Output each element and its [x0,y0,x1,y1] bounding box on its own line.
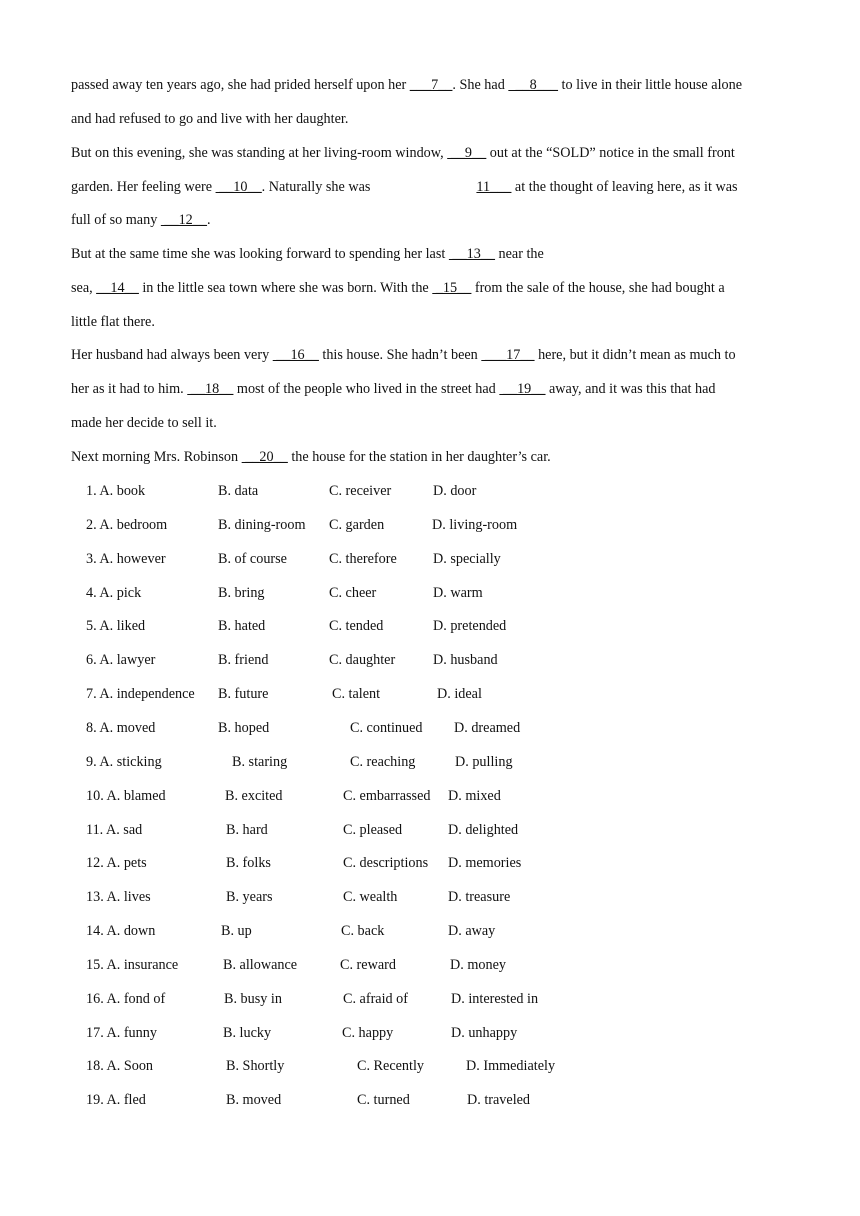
blank-15: _15__ [432,280,472,296]
option-c: C. continued [350,719,423,736]
option-d: D. pretended [433,618,507,635]
passage-text: passed away ten years ago, she had prided herself upon her [71,77,410,93]
blank-11: 11___ [476,179,512,195]
option-a: 16. A. fond of [86,990,166,1007]
option-d: D. treasure [448,889,511,906]
option-d: D. door [433,483,477,499]
option-a: 14. A. down [86,923,156,940]
option-c: C. turned [357,1092,410,1109]
option-c: C. cheer [329,584,377,601]
option-c: C. receiver [329,483,392,499]
option-b: B. hoped [218,719,270,736]
option-b: B. dining-room [218,516,306,533]
passage-text: . She had [452,77,509,93]
option-a: 10. A. blamed [86,787,166,804]
option-c: C. happy [342,1024,394,1041]
option-c: C. embarrassed [343,787,431,804]
option-a: 6. A. lawyer [86,652,156,669]
option-b: B. busy in [224,990,282,1007]
option-d: D. dreamed [454,719,521,736]
passage-text: garden. Her feeling were [71,179,216,195]
option-b: B. Shortly [226,1058,285,1075]
passage-text: But on this evening, she was standing at her living-room window, [71,145,448,161]
passage-text: most of the people who lived in the street had [233,381,500,397]
option-d: D. ideal [437,686,482,703]
passage-text: sea, [71,280,97,296]
option-c: C. therefore [329,550,397,567]
option-d: D. interested in [451,990,539,1007]
blank-14: __14__ [96,280,139,296]
option-c: C. talent [332,686,381,703]
option-b: B. moved [226,1092,282,1109]
passage-text: Her husband had always been very [71,347,273,363]
blank-16: __16__ [272,347,319,363]
option-b: B. lucky [223,1024,272,1041]
option-b: B. future [218,686,269,703]
option-d: D. husband [433,652,498,669]
option-d: D. traveled [467,1092,531,1109]
option-b: B. data [218,483,259,499]
option-a: 8. A. moved [86,719,156,736]
option-a: 5. A. liked [86,618,146,635]
option-a: 12. A. pets [86,855,147,872]
option-d: D. mixed [448,787,501,804]
option-b: B. of course [218,550,287,567]
blank-12: __12__ [160,212,207,228]
passage-text: But at the same time she was looking forward to spending her last [71,246,449,262]
option-d: D. delighted [448,821,519,838]
option-a: 9. A. sticking [86,753,162,770]
option-c: C. afraid of [343,990,409,1007]
passage-text: . Naturally she was [261,179,371,195]
option-c: C. Recently [357,1058,424,1075]
blank-8: __8___ [508,77,558,93]
option-c: C. wealth [343,889,398,906]
option-a: 1. A. book [86,483,146,499]
blank-13: __13__ [448,246,495,262]
option-a: 2. A. bedroom [86,516,168,533]
option-a: 17. A. funny [86,1024,157,1041]
option-a: 3. A. however [86,550,166,567]
blank-9: __9__ [447,145,487,161]
option-b: B. folks [226,855,271,872]
option-b: B. excited [225,787,283,804]
option-a: 11. A. sad [86,821,143,838]
option-b: B. hated [218,618,266,635]
option-d: D. money [450,956,506,973]
option-b: B. friend [218,652,269,669]
blank-7: ___7__ [409,77,453,93]
option-d: D. pulling [455,753,513,770]
passage-text: out at the “SOLD” notice in the small front [486,145,735,161]
passage-text: from the sale of the house, she had bought a [471,280,725,296]
passage-text: here, but it didn’t mean as much to [534,347,736,363]
passage-text: her as it had to him. [71,381,188,397]
passage-text: in the little sea town where she was born. With the [138,280,433,296]
passage-text: away, and it was this that had [545,381,716,397]
option-b: B. hard [226,821,268,838]
option-a: 15. A. insurance [86,956,179,973]
option-d: D. unhappy [451,1024,518,1041]
option-a: 13. A. lives [86,889,151,906]
option-d: D. memories [448,855,522,872]
passage-text: full of so many [71,212,161,228]
option-c: C. tended [329,618,384,635]
passage-text: this house. She hadn’t been [318,347,482,363]
option-c: C. garden [329,516,385,533]
option-d: D. specially [433,550,501,567]
option-a: 18. A. Soon [86,1058,154,1075]
blank-19: __19__ [499,381,546,397]
blank-18: __18__ [187,381,234,397]
option-d: D. away [448,923,496,940]
option-b: B. years [226,889,273,906]
passage-text: made her decide to sell it. [71,415,217,431]
blank-20: __20__ [241,449,288,465]
option-c: C. descriptions [343,855,429,872]
option-b: B. staring [232,753,288,770]
passage-text: . [206,212,211,228]
passage-text: Next morning Mrs. Robinson [71,449,242,465]
option-c: C. reward [340,956,396,973]
option-d: D. warm [433,584,483,601]
option-a: 7. A. independence [86,686,195,703]
option-c: C. daughter [329,652,396,669]
passage-text: at the thought of leaving here, as it was [511,179,738,195]
passage-text: and had refused to go and live with her daughter. [71,111,349,127]
option-c: C. reaching [350,753,416,770]
option-a: 19. A. fled [86,1092,146,1109]
blank-10: __10__ [215,179,262,195]
option-a: 4. A. pick [86,584,142,601]
option-b: B. allowance [223,956,298,973]
option-c: C. pleased [343,821,403,838]
passage-text: little flat there. [71,314,155,330]
option-d: D. living-room [432,516,518,533]
passage-text: the house for the station in her daughter’s car. [287,449,551,465]
option-b: B. bring [218,584,265,601]
blank-17: ___17__ [481,347,535,363]
option-b: B. up [221,923,252,940]
option-c: C. back [341,923,385,940]
passage-text: to live in their little house alone [558,77,743,93]
option-d: D. Immediately [466,1058,556,1075]
passage-text: near the [494,246,544,262]
